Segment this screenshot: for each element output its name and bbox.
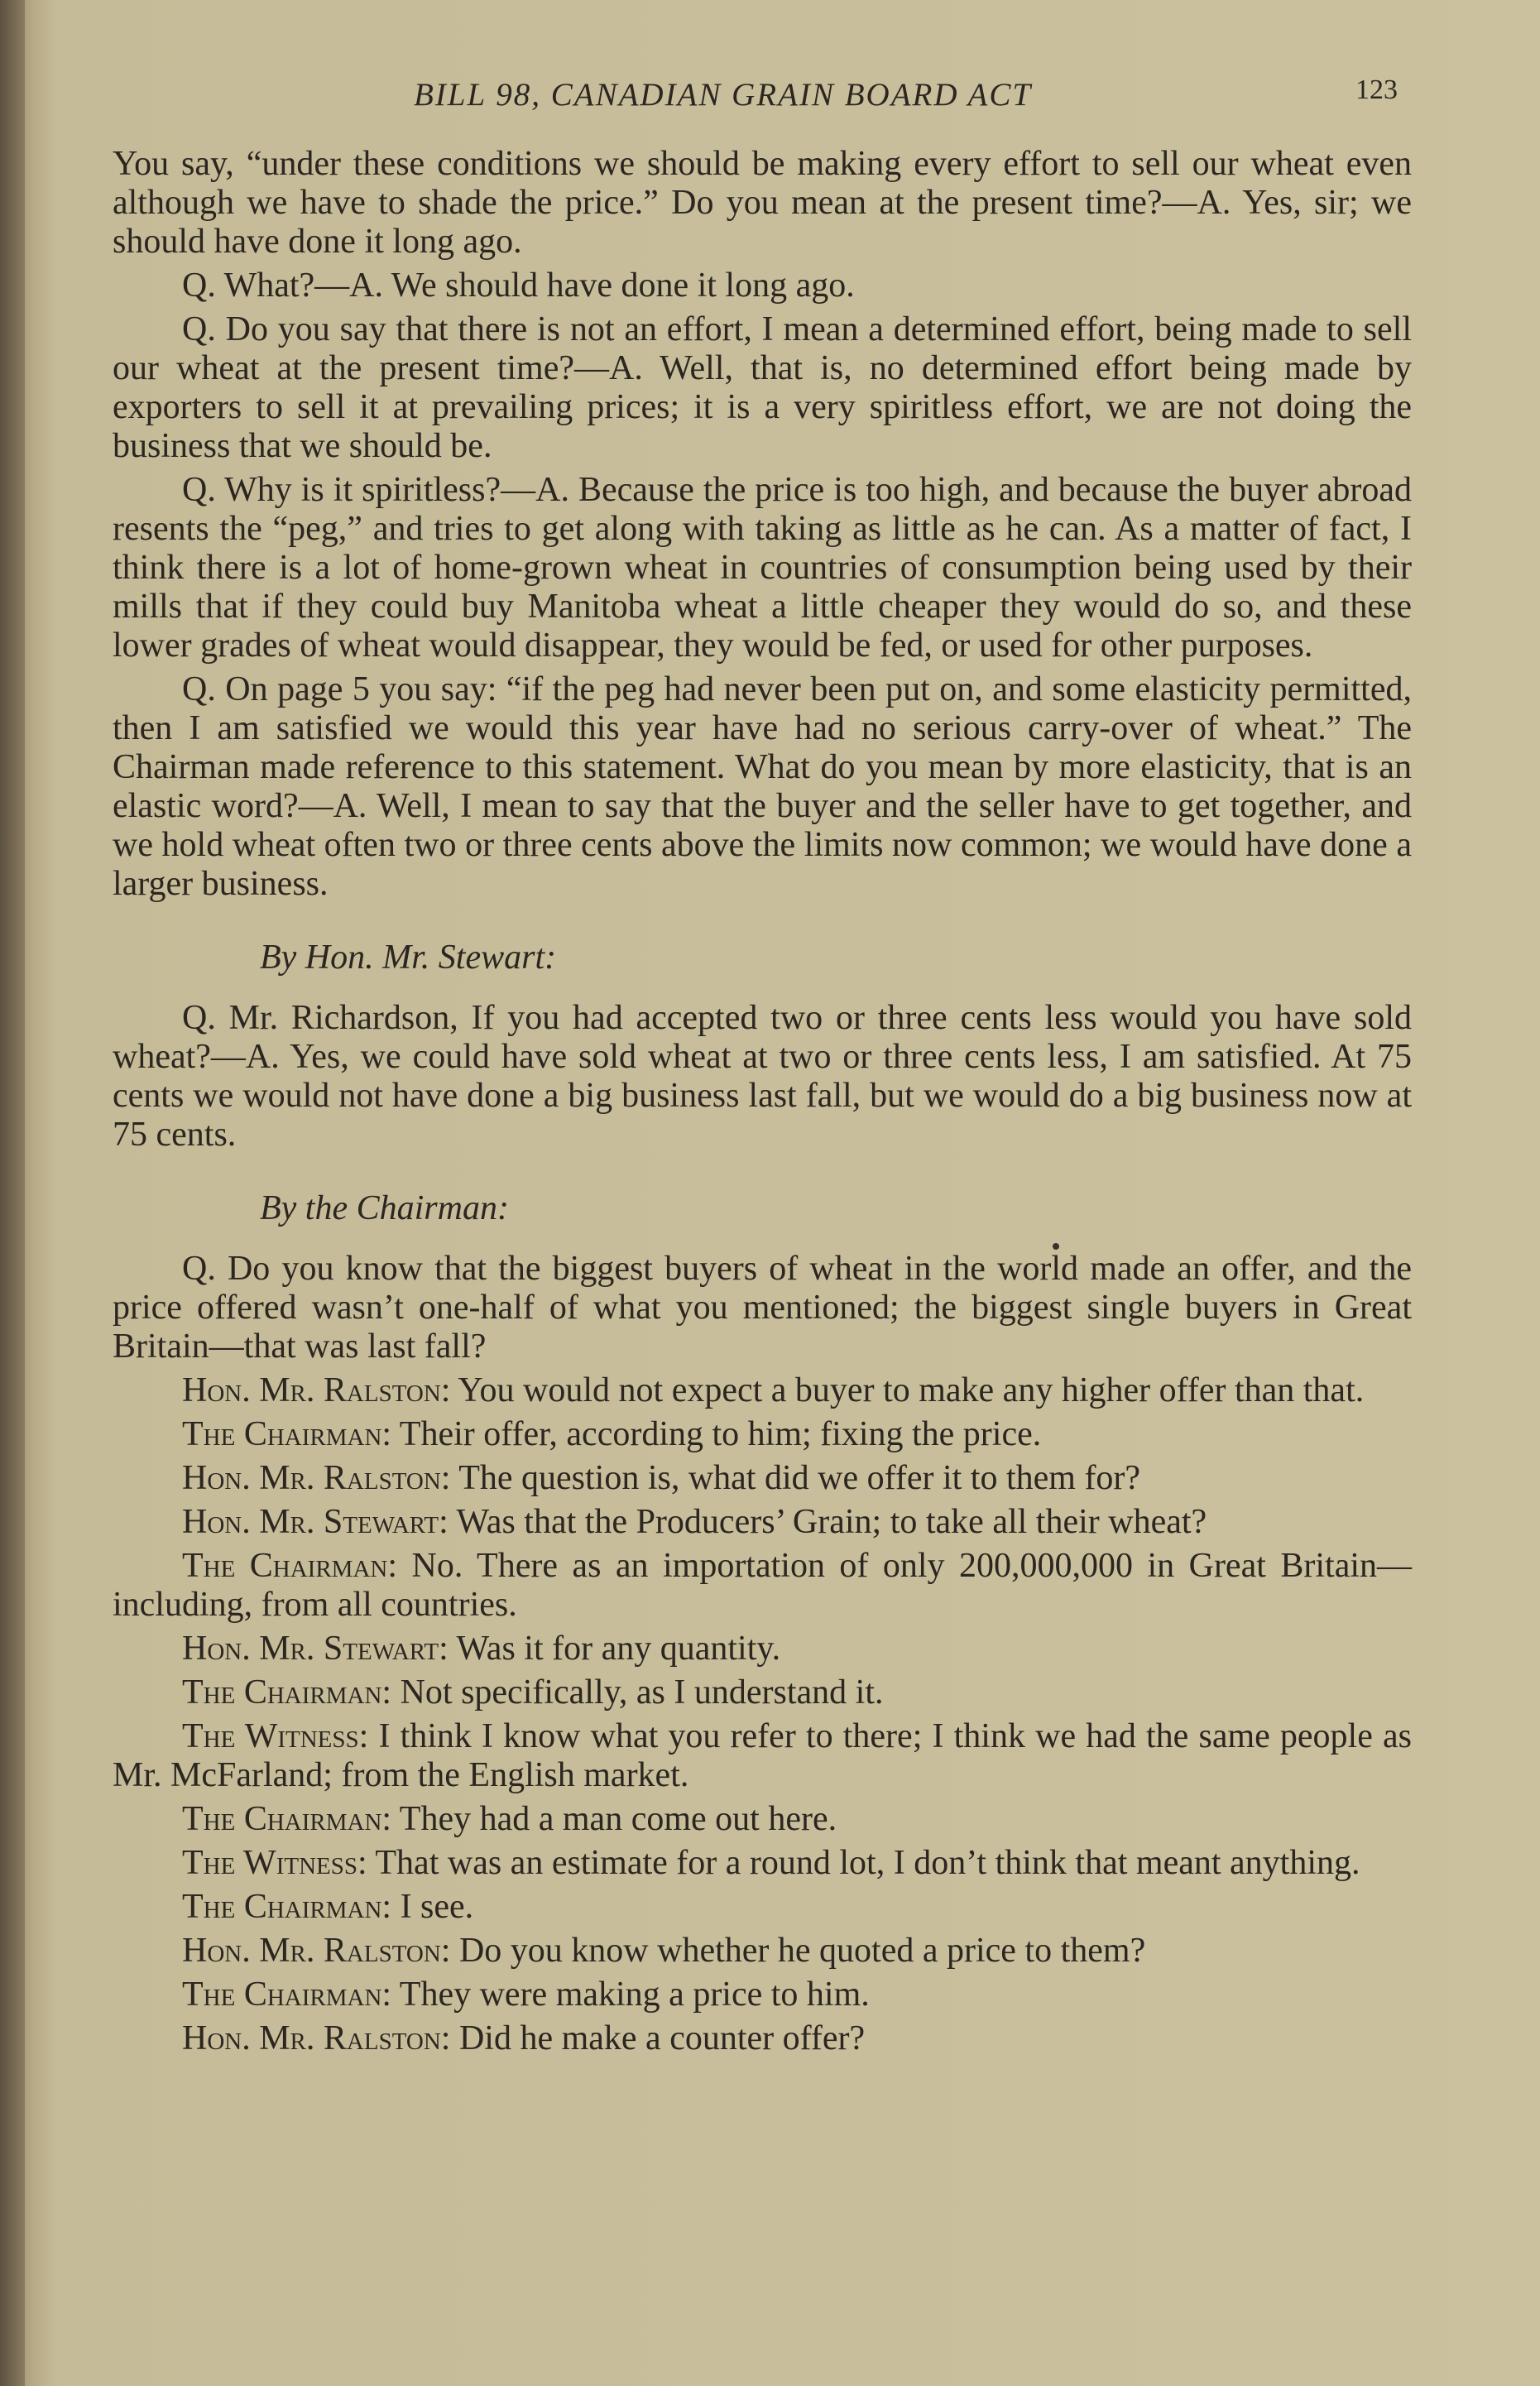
dialogue-text: Did he make a counter offer? (450, 2019, 866, 2057)
speaker-name: The Chairman: (182, 1888, 392, 1926)
paragraph: Q. Mr. Richardson, If you had accepted two or three cents less would you have sold wheat?—A. Yes, we could have sold wheat at two or three cents less, I am satisfied. At 75 cents we would not have done a big business last fall, but we would do a big business now at 75 cents. (113, 999, 1412, 1154)
dialogue-text: The question is, what did we offer it to them for? (450, 1459, 1141, 1497)
speaker-name: The Chairman: (182, 1547, 398, 1585)
section-heading: By Hon. Mr. Stewart: (260, 939, 557, 977)
paragraph: Q. On page 5 you say: “if the peg had never been put on, and some elasticity permitted, then I am satisfied we would this year have had no serious carry-over of wheat.” The Chairman made reference to this statement. What do you mean by more elasticity, that is an elastic word?—A. Well, I mean to say that the buyer and the seller have to get together, and we hold wheat often two or three cents above the limits now common; we would have done a larger business. (113, 670, 1412, 903)
running-title: BILL 98, CANADIAN GRAIN BOARD ACT (414, 77, 1033, 113)
dialogue-text: Not specifically, as I understand it. (391, 1673, 884, 1711)
dialogue-text: Do you know whether he quoted a price to them? (450, 1932, 1146, 1970)
paragraph: Q. What?—A. We should have done it long ago. (182, 266, 855, 305)
speaker-name: Hon. Mr. Stewart: (182, 1503, 449, 1541)
dialogue-text: I think I know what you refer to there; I think we had the same people as Mr. McFarland; from the English market. (113, 1717, 1412, 1794)
dialogue-line (113, 1888, 1412, 1927)
dialogue-line (113, 1717, 1412, 1795)
dialogue-line (113, 1800, 1412, 1839)
body-text (113, 145, 1412, 2063)
ink-speck (1053, 1243, 1059, 1250)
dialogue-line (113, 1459, 1412, 1498)
speaker-name: The Witness: (182, 1844, 367, 1882)
dialogue-line (113, 1415, 1412, 1454)
dialogue-line (113, 1673, 1412, 1712)
page-number: 123 (1355, 74, 1398, 105)
dialogue-text: They were making a price to him. (391, 1976, 870, 2014)
dialogue-line (113, 1932, 1412, 1971)
dialogue-line (113, 1630, 1412, 1668)
dialogue-text: Was that the Producers’ Grain; to take all their wheat? (448, 1503, 1207, 1541)
page-header (0, 76, 1540, 126)
paragraph: Q. Why is it spiritless?—A. Because the price is too high, and because the buyer abroad resents the “peg,” and tries to get along with taking as little as he can. As a matter of fact, I think there is a lot of home-grown wheat in countries of consumption being used by their mills that if they could buy Manitoba wheat a little cheaper they would do so, and these lower grades of wheat would disappear, they would be fed, or used for other purposes. (113, 471, 1412, 665)
binding-gutter (0, 0, 25, 2386)
dialogue-line (113, 1976, 1412, 2014)
speaker-name: Hon. Mr. Ralston: (182, 2019, 451, 2057)
dialogue-text: Was it for any quantity. (448, 1630, 781, 1668)
speaker-name: Hon. Mr. Ralston: (182, 1371, 451, 1409)
dialogue-line (113, 1371, 1412, 1410)
dialogue-text: Their offer, according to him; fixing the price. (391, 1415, 1042, 1453)
speaker-name: Hon. Mr. Ralston: (182, 1932, 451, 1970)
speaker-name: The Witness: (182, 1717, 369, 1755)
speaker-name: The Chairman: (182, 1673, 392, 1711)
dialogue-line (113, 2019, 1412, 2058)
speaker-name: The Chairman: (182, 1800, 392, 1838)
paragraph: You say, “under these conditions we should be making every effort to sell our wheat even although we have to shade the price.” Do you mean at the present time?—A. Yes, sir; we should have done it long ago. (113, 145, 1412, 261)
paragraph: Q. Do you say that there is not an effort, I mean a determined effort, being made to sell our wheat at the present time?—A. Well, that is, no determined effort being made by exporters to sell it at prevailing prices; it is a very spiritless effort, we are not doing the business that we should be. (113, 310, 1412, 465)
dialogue-text: No. There as an importation of only 200,000,000 in Great Britain—including, from all countries. (113, 1547, 1412, 1624)
section-heading: By the Chairman: (260, 1189, 509, 1227)
speaker-name: Hon. Mr. Ralston: (182, 1459, 451, 1497)
speaker-name: The Chairman: (182, 1415, 392, 1453)
speaker-name: The Chairman: (182, 1976, 392, 2014)
dialogue-line (113, 1503, 1412, 1542)
dialogue-text: I see. (391, 1888, 474, 1926)
dialogue-text: They had a man come out here. (391, 1800, 837, 1838)
paragraph: Q. Do you know that the biggest buyers of wheat in the world made an offer, and the price offered wasn’t one-half of what you mentioned; the biggest single buyers in Great Britain—that was last fall? (113, 1250, 1412, 1366)
dialogue-line (113, 1547, 1412, 1625)
dialogue-text: That was an estimate for a round lot, I don’t think that meant anything. (367, 1844, 1360, 1882)
speaker-name: Hon. Mr. Stewart: (182, 1630, 449, 1668)
dialogue-line (113, 1844, 1412, 1883)
dialogue-text: You would not expect a buyer to make any higher offer than that. (450, 1371, 1365, 1409)
